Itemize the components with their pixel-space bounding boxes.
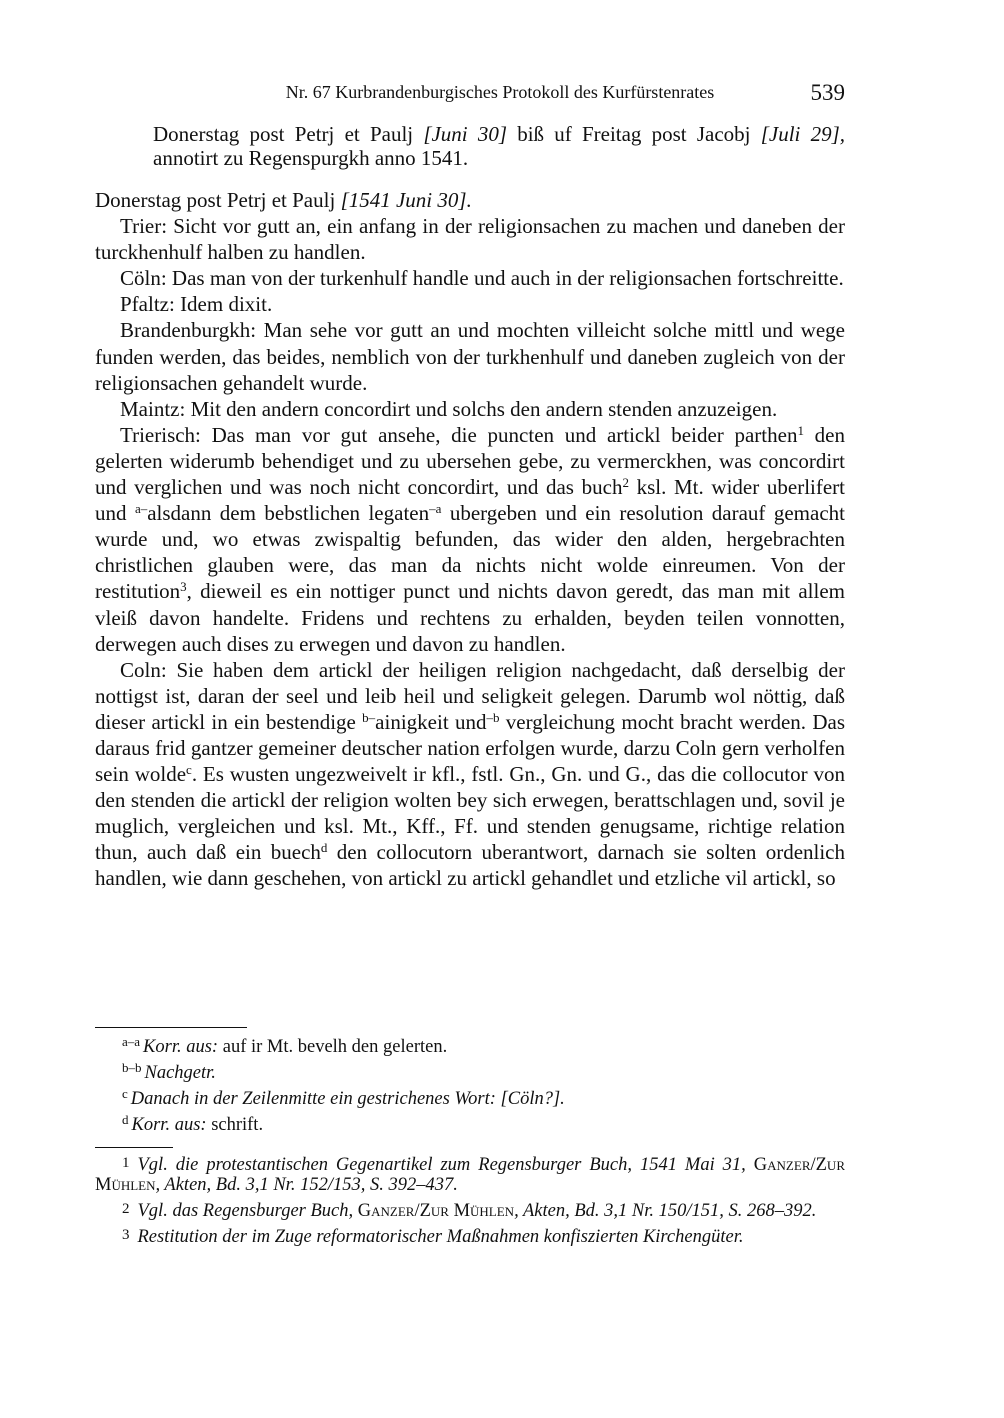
footnote-ref: 2	[622, 475, 629, 491]
document-intro	[153, 122, 845, 170]
apparatus-note-label: Danach in der Zeilenmitte ein gestrichenes Wort: [Cöln?].	[130, 1089, 565, 1109]
footnote-ref: 3	[180, 579, 187, 595]
paragraph-maintz: Maintz: Mit den andern concordirt und solchs den andern stenden anzuzeigen.	[120, 396, 778, 421]
apparatus-note-mark: b–b	[122, 1060, 142, 1075]
text-run: Trierisch: Das man vor gut ansehe, die puncten und artickl beider parthen	[120, 422, 798, 447]
footnotes	[95, 1153, 845, 1251]
footnote-text: , Akten, Bd. 3,1 Nr. 150/151, S. 268–392.	[514, 1201, 817, 1221]
text-run: , dieweil es ein nottiger punct und nichts davon geredt, das man mit allem vleiß davon handelte. Fridens und rechtens zu erhalden, beyden teilen vonnotten, derwegen auch dises zu erwegen und davon zu handlen.	[95, 579, 845, 656]
apparatus-mark: –a	[429, 501, 442, 517]
footnote-3	[95, 1225, 845, 1247]
running-head-title: Nr. 67 Kurbrandenburgisches Protokoll des Kurfürstenrates	[285, 82, 715, 102]
text-run: vergleichung mocht bracht werden. Das daraus frid gantzer gemeiner deutscher nation erfolgen wurde, darzu Coln gern verholfen sein wolde	[95, 709, 845, 787]
apparatus-note-label: Korr. aus:	[131, 1115, 207, 1135]
apparatus-mark: a–	[134, 501, 148, 517]
apparatus-mark: c	[186, 762, 192, 778]
footnote-ref: 1	[797, 422, 804, 438]
footnote-number: 2	[122, 1201, 130, 1217]
text-run: den collocutorn uberantwort, darnach sie solten ordenlich handlen, wie dann geschehen, von artickl zu artickl gehandlet und etzliche vil artickl, so	[95, 840, 846, 891]
page-number: 539	[810, 80, 845, 105]
running-head	[95, 80, 845, 110]
apparatus-note	[95, 1060, 845, 1086]
apparatus-note	[95, 1086, 845, 1112]
date-line	[95, 187, 845, 213]
apparatus-note-mark: d	[122, 1112, 129, 1127]
intro-text: annotirt zu Regenspurgkh anno 1541.	[153, 146, 469, 170]
apparatus-mark: –b	[486, 709, 500, 725]
text-run: Coln: Sie haben dem artickl der heiligen religion nachgedacht, daß derselbig der nottigst ist, daran der seel und leib heil und seligkeit gelegen. Darumb wol nöttig, daß dieser artickl in ein bestendige	[95, 657, 845, 734]
intro-date-editorial: [Juni 30]	[423, 122, 508, 146]
paragraph-coln	[95, 657, 845, 892]
date-line-editorial: [1541 Juni 30].	[340, 188, 472, 212]
footnote-number: 1	[122, 1155, 130, 1171]
apparatus-note	[95, 1034, 845, 1060]
text-run: den gelerten widerumb behendiget und zu ubersehen gebe, zu vermerckhen, was concordirt und verglichen und was noch nicht concordirt, und das buch	[95, 422, 845, 500]
apparatus-note-mark: c	[122, 1086, 128, 1101]
paragraph-coeln: Cöln: Das man von der turkenhulf handle und auch in der religionsachen fortschreitte.	[120, 266, 844, 291]
date-line-text: Donerstag post Petrj et Paulj	[95, 188, 341, 212]
footnote-text: , Akten, Bd. 3,1 Nr. 152/153, S. 392–437.	[155, 1175, 458, 1195]
apparatus-note-mark: a–a	[122, 1034, 141, 1049]
apparatus-note-text: schrift.	[206, 1115, 264, 1135]
footnote-rule	[95, 1147, 173, 1148]
paragraph-trier: Trier: Sicht vor gutt an, ein anfang in der religionsachen zu machen und daneben der turckhenhulf halben zu handlen.	[95, 214, 845, 265]
footnote-text: Vgl. das Regensburger Buch,	[137, 1201, 358, 1221]
apparatus-note-text: auf ir Mt. bevelh den gelerten.	[218, 1037, 448, 1057]
text-run: ubergeben und ein resolution darauf gemacht wurde und, wo etwas zwispaltig befunden, das wider den alden, hergebrachten christlichen glauben were, das man da nichts nicht wolde einreumen. Von der restitution	[95, 501, 845, 604]
footnote-authors: Ganzer/Zur Mühlen	[357, 1201, 515, 1221]
main-text	[95, 187, 845, 892]
footnote-2	[95, 1199, 845, 1221]
text-run: ksl. Mt. wider uberlifert und	[95, 475, 846, 526]
paragraph-pfaltz: Pfaltz: Idem dixit.	[120, 292, 273, 317]
apparatus-note-label: Korr. aus:	[143, 1037, 219, 1057]
text-run: alsdann dem bebstlichen legaten	[147, 501, 430, 526]
apparatus-note	[95, 1112, 845, 1138]
apparatus-note-label: Nachgetr.	[144, 1063, 216, 1083]
footnote-number: 3	[122, 1227, 130, 1243]
intro-date-editorial: [Juli 29],	[760, 122, 845, 146]
text-critical-apparatus	[95, 1034, 845, 1138]
footnote-1	[95, 1153, 845, 1195]
intro-text: Donerstag post Petrj et Paulj	[153, 122, 424, 146]
apparatus-mark: b–	[362, 709, 376, 725]
paragraph-brandenburg: Brandenburgkh: Man sehe vor gutt an und mochten villeicht solche mittl und wege funden werden, das beides, nemblich von der turkhenhulf und daneben zugleich von der religionsachen gehandelt wurde.	[95, 318, 845, 395]
footnote-text: Restitution der im Zuge reformatorischer Maßnahmen konfiszierten Kirchengüter.	[137, 1227, 744, 1247]
apparatus-mark: d	[320, 840, 328, 856]
intro-text: biß uf Freitag post Jacobj	[507, 122, 761, 146]
footnote-text: Vgl. die protestantischen Gegenartikel zum Regensburger Buch, 1541 Mai 31,	[137, 1155, 754, 1175]
apparatus-rule	[95, 1027, 247, 1028]
paragraph-trierisch	[95, 422, 845, 657]
footnote-authors: Ganzer/Zur Mühlen	[95, 1155, 845, 1195]
text-run: . Es wusten ungezweivelt ir kfl., fstl. Gn., Gn. und G., das die collocutor von den stenden die artickl der religion wolten bey sich erwegen, berattschlagen und, sovil je muglich, vergleichen und ksl. Mt., Kff., Ff. und stenden genugsame, richtige relation thun, auch daß ein buech	[95, 762, 846, 865]
text-run: ainigkeit und	[375, 709, 487, 734]
